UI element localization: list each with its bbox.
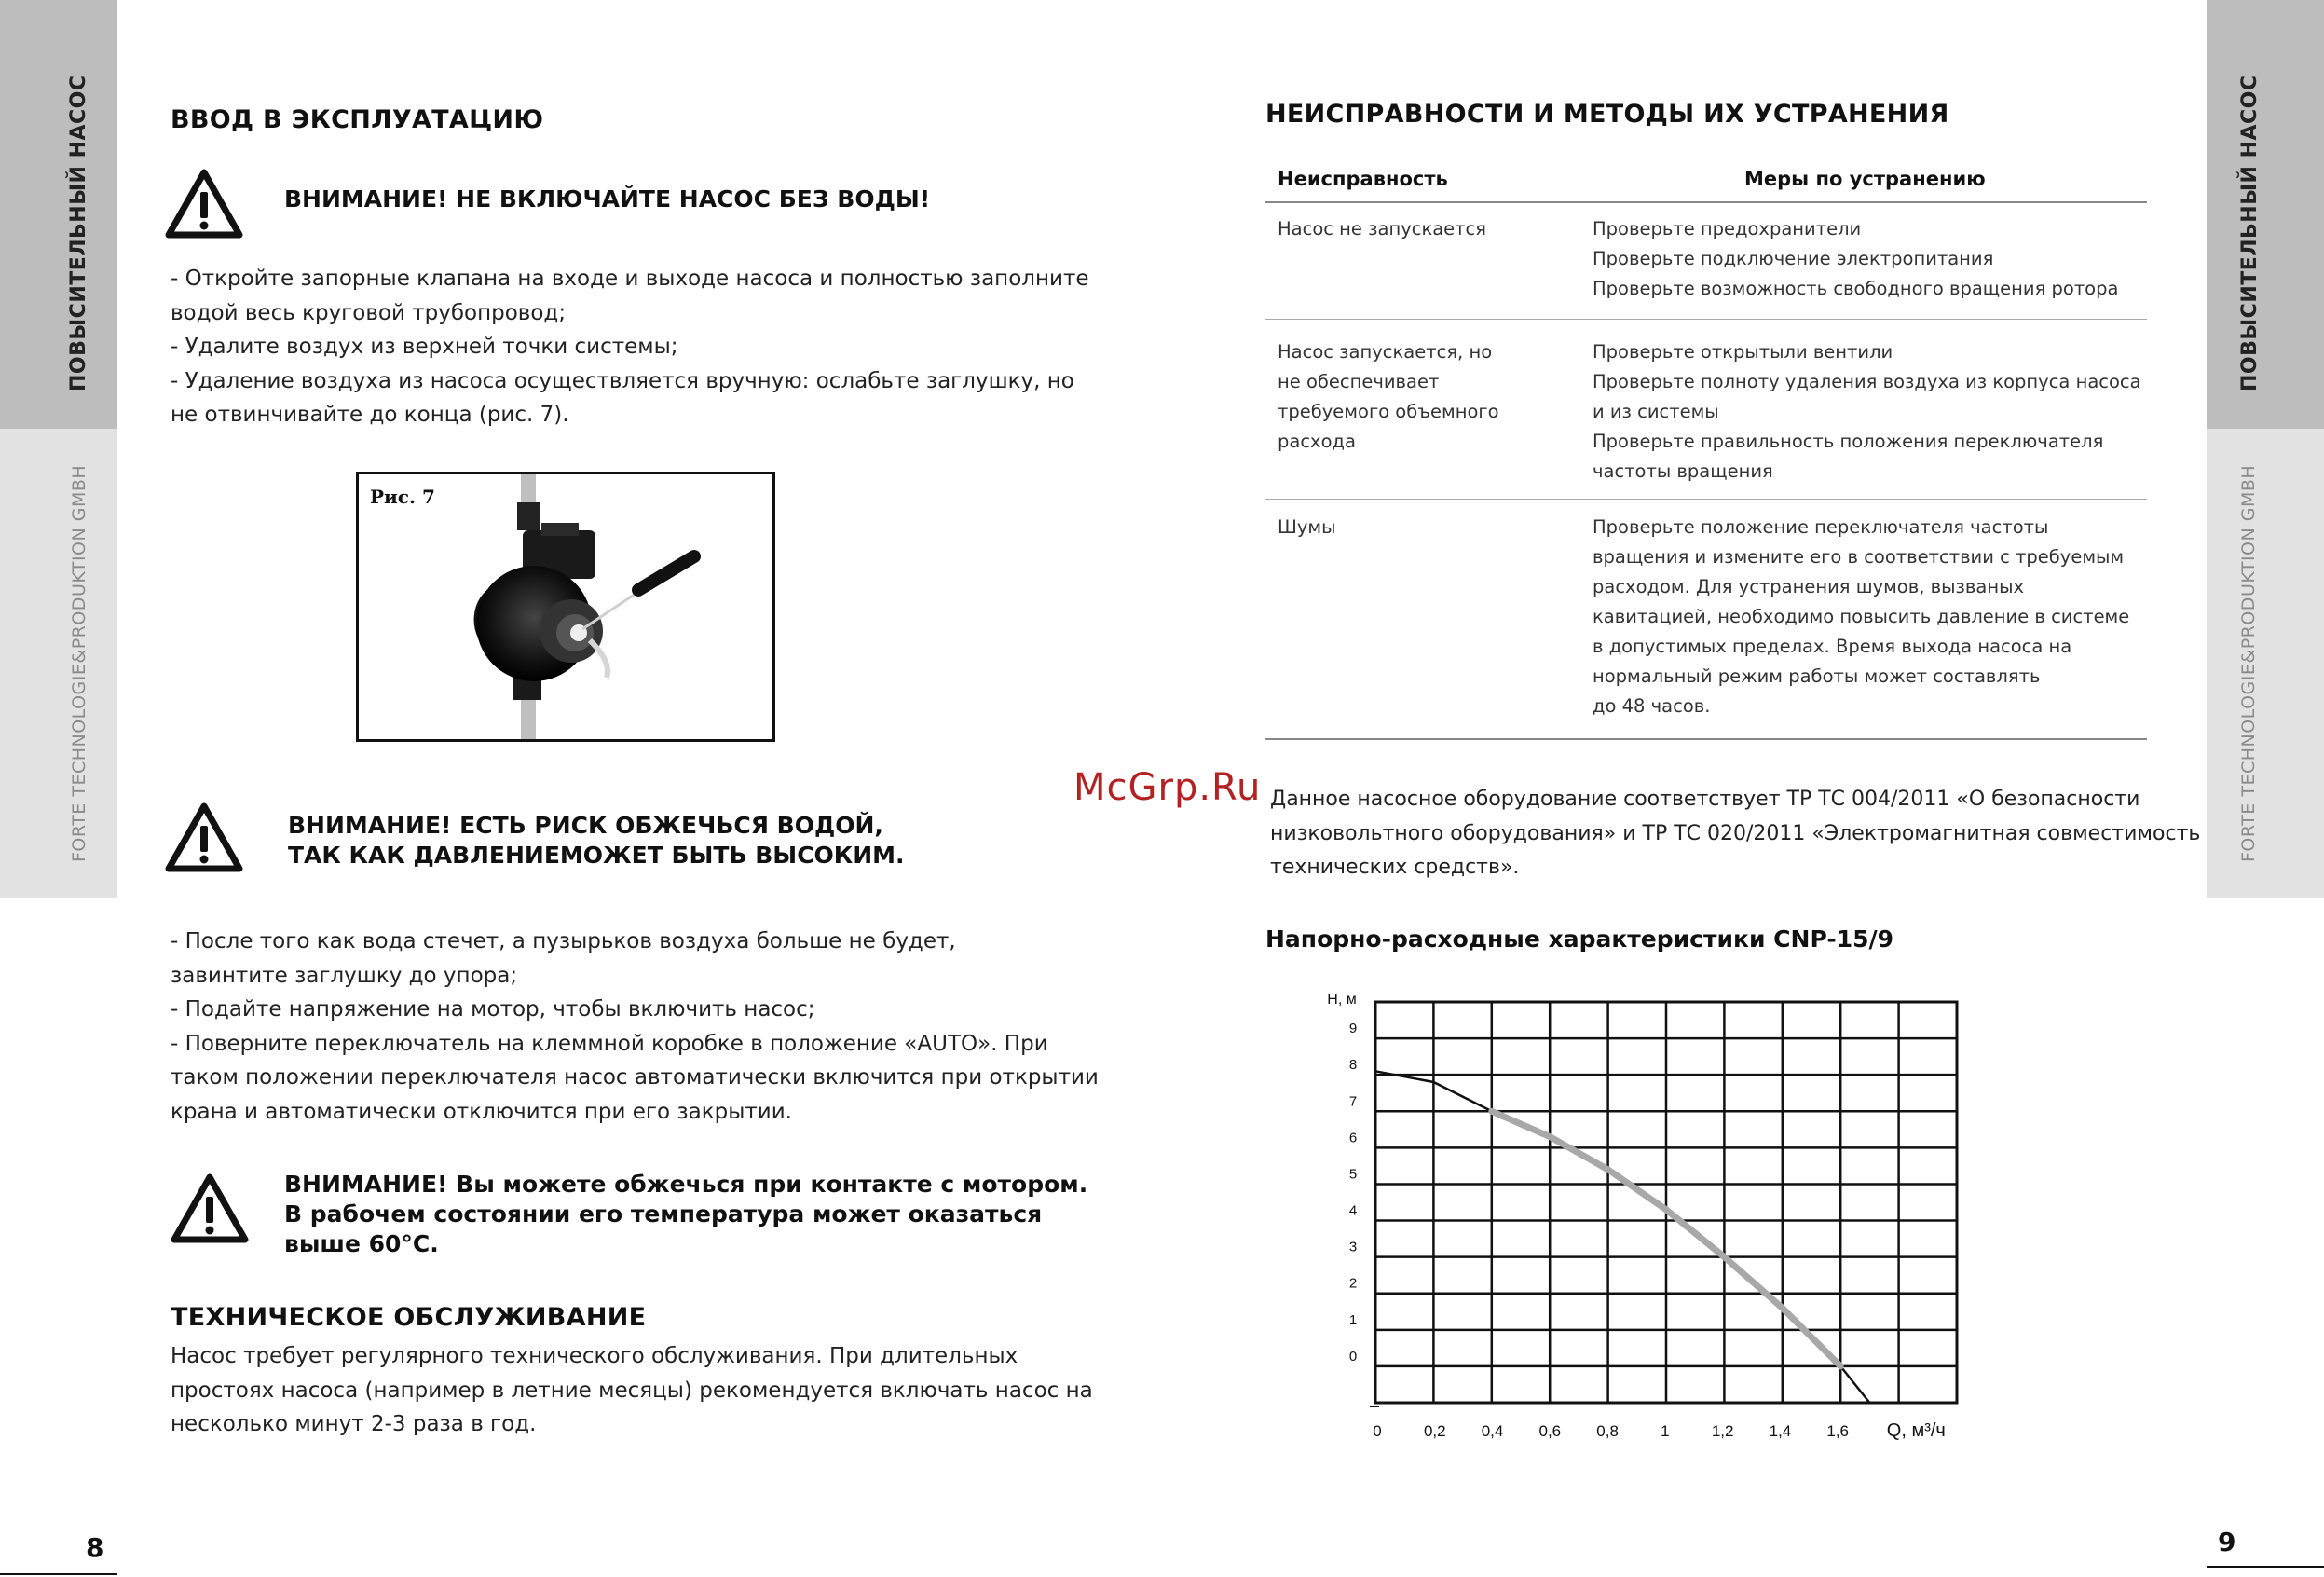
table-divider bbox=[1265, 499, 2147, 500]
maintenance-heading: ТЕХНИЧЕСКОЕ ОБСЛУЖИВАНИЕ bbox=[171, 1303, 647, 1332]
right-side-title: ПОВЫСИТЕЛЬНЫЙ НАСОС bbox=[2238, 75, 2262, 391]
y-tick-label: 6 bbox=[1348, 1130, 1358, 1146]
commissioning-heading: ВВОД В ЭКСПЛУАТАЦИЮ bbox=[171, 105, 544, 134]
warning-triangle-icon bbox=[164, 168, 244, 240]
x-tick-label: 0,8 bbox=[1596, 1422, 1619, 1440]
warning-no-water: ВНИМАНИЕ! НЕ ВКЛЮЧАЙТЕ НАСОС БЕЗ ВОДЫ! bbox=[284, 185, 931, 213]
right-side-subtitle: FORTE TECHNOLOGIE&PRODUKTION GMBH bbox=[2238, 464, 2259, 862]
cell-line: нормальный режим работы может составлять bbox=[1593, 665, 2041, 687]
x-tick-label: 1,2 bbox=[1711, 1422, 1734, 1440]
compliance-text bbox=[1270, 783, 2200, 885]
page-number-left: 8 bbox=[86, 1532, 104, 1563]
table-cell-fault bbox=[1278, 214, 1486, 244]
x-tick-label: 0,6 bbox=[1538, 1422, 1562, 1440]
x-tick-label: 0,2 bbox=[1423, 1422, 1446, 1440]
pump-illustration bbox=[359, 474, 772, 739]
page-number-right: 9 bbox=[2218, 1527, 2236, 1557]
x-axis-label: Q, м³/ч bbox=[1886, 1420, 1946, 1441]
cell-line: частоты вращения bbox=[1593, 460, 1773, 482]
right-side-tab-title-bg bbox=[2207, 0, 2324, 429]
cell-line: в допустимых пределах. Время выхода насоса на bbox=[1593, 636, 2072, 657]
warning-hot-motor bbox=[284, 1170, 1087, 1259]
instruction-line: - Удалите воздух из верхней точки системы; bbox=[171, 335, 678, 359]
performance-chart bbox=[1305, 988, 1975, 1473]
warning-hot-water bbox=[288, 811, 905, 871]
cell-line: кавитацией, необходимо повысить давление в системе bbox=[1593, 606, 2130, 627]
x-tick-label: 1,6 bbox=[1826, 1422, 1850, 1440]
cell-line: и из системы bbox=[1593, 401, 1719, 422]
table-cell-fix bbox=[1593, 337, 2141, 487]
left-side-tab-subtitle-bg bbox=[0, 429, 117, 898]
warning-line: выше 60°C. bbox=[284, 1230, 439, 1257]
troubleshooting-heading: НЕИСПРАВНОСТИ И МЕТОДЫ ИХ УСТРАНЕНИЯ bbox=[1265, 100, 1949, 129]
cell-line: вращения и измените его в соответствии с требуемым bbox=[1593, 546, 2125, 568]
y-tick-label: 9 bbox=[1348, 1021, 1358, 1037]
warning-line: ВНИМАНИЕ! Вы можете обжечься при контакте с мотором. bbox=[284, 1171, 1088, 1198]
maintenance-line: простоях насоса (например в летние месяцы) рекомендуется включать насос на bbox=[171, 1378, 1093, 1403]
instructions-list-1 bbox=[171, 262, 1089, 432]
cell-line: Проверьте полноту удаления воздуха из корпуса насоса bbox=[1593, 371, 2141, 392]
x-tick-label: 1,4 bbox=[1769, 1422, 1792, 1440]
table-header-fix: Меры по устранению bbox=[1744, 168, 1986, 190]
cell-line: не обеспечивает bbox=[1278, 371, 1440, 392]
cell-line: требуемого объемного bbox=[1278, 401, 1499, 422]
x-tick-label: 1 bbox=[1661, 1422, 1670, 1440]
table-cell-fault bbox=[1278, 337, 1499, 457]
y-tick-label: 2 bbox=[1348, 1275, 1358, 1292]
x-tick-label: 0 bbox=[1373, 1422, 1382, 1440]
y-tick-label: 1 bbox=[1348, 1311, 1358, 1328]
y-tick-label: 0 bbox=[1348, 1348, 1358, 1364]
watermark-text: McGrp.Ru bbox=[1073, 766, 1262, 809]
y-tick-label: 5 bbox=[1348, 1166, 1358, 1183]
chart-heading: Напорно-расходные характеристики CNP-15/9 bbox=[1265, 926, 1894, 953]
head-flow-curve bbox=[1375, 1071, 1869, 1403]
instruction-line: - Поверните переключатель на клеммной коробке в положение «AUTO». При bbox=[171, 1031, 1048, 1056]
warning-triangle-icon bbox=[170, 1172, 250, 1245]
y-tick-label: 3 bbox=[1348, 1239, 1358, 1255]
warning-triangle-icon bbox=[164, 802, 244, 874]
left-side-tab-title-bg bbox=[0, 0, 117, 429]
compliance-line: Данное насосное оборудование соответствует ТР ТС 004/2011 «О безопасности bbox=[1270, 788, 2140, 811]
cell-line: Проверьте открытыли вентили bbox=[1593, 341, 1893, 363]
cell-line: расхода bbox=[1278, 431, 1356, 452]
maintenance-text bbox=[171, 1339, 1093, 1442]
x-tick-label: 0,4 bbox=[1481, 1422, 1504, 1440]
warning-line: ВНИМАНИЕ! ЕСТЬ РИСК ОБЖЕЧЬСЯ ВОДОЙ, bbox=[288, 812, 883, 839]
instruction-line: - После того как вода стечет, а пузырьков воздуха больше не будет, bbox=[171, 929, 956, 953]
y-tick-label: 4 bbox=[1348, 1202, 1358, 1219]
cell-line: Проверьте правильность положения переключателя bbox=[1593, 431, 2104, 452]
instruction-line: завинтите заглушку до упора; bbox=[171, 963, 518, 988]
cell-line: Проверьте предохранители bbox=[1593, 218, 1862, 240]
y-tick-label: 8 bbox=[1348, 1057, 1358, 1074]
instructions-list-2 bbox=[171, 925, 1099, 1129]
y-axis-label: H, м bbox=[1327, 992, 1357, 1008]
instruction-line: не отвинчивайте до конца (рис. 7). bbox=[171, 403, 569, 427]
left-side-title: ПОВЫСИТЕЛЬНЫЙ НАСОС bbox=[67, 75, 90, 391]
instruction-line: крана и автоматически отключится при его закрытии. bbox=[171, 1099, 792, 1124]
table-divider bbox=[1265, 319, 2147, 320]
instruction-line: водой весь круговой трубопровод; bbox=[171, 300, 567, 325]
cell-line: Насос запускается, но bbox=[1278, 341, 1493, 363]
cell-line: Проверьте возможность свободного вращения ротора bbox=[1593, 278, 2119, 299]
table-cell-fix bbox=[1593, 214, 2118, 304]
y-tick-label: 7 bbox=[1348, 1093, 1358, 1110]
figure-7 bbox=[356, 472, 775, 742]
instruction-line: - Откройте запорные клапана на входе и выходе насоса и полностью заполните bbox=[171, 267, 1089, 291]
cell-line: до 48 часов. bbox=[1593, 695, 1711, 717]
maintenance-line: несколько минут 2-3 раза в год. bbox=[171, 1412, 537, 1436]
table-header-fault: Неисправность bbox=[1278, 168, 1448, 190]
page-number-underline bbox=[2207, 1566, 2324, 1568]
right-side-tab-subtitle-bg bbox=[2207, 429, 2324, 898]
cell-line: Насос не запускается bbox=[1278, 218, 1486, 240]
left-side-subtitle: FORTE TECHNOLOGIE&PRODUKTION GMBH bbox=[69, 464, 89, 862]
instruction-line: - Удаление воздуха из насоса осуществляется вручную: ослабьте заглушку, но bbox=[171, 368, 1074, 393]
figure-caption: Рис. 7 bbox=[370, 486, 435, 508]
table-cell-fault bbox=[1278, 513, 1336, 542]
cell-line: расходом. Для устранения шумов, вызваных bbox=[1593, 576, 2025, 597]
cell-line: Проверьте подключение электропитания bbox=[1593, 248, 1994, 269]
cell-line: Проверьте положение переключателя частоты bbox=[1593, 516, 2049, 538]
instruction-line: таком положении переключателя насос автоматически включится при открытии bbox=[171, 1065, 1099, 1090]
compliance-line: низковольтного оборудования» и ТР ТС 020/2011 «Электромагнитная совместимость bbox=[1270, 821, 2201, 845]
instruction-line: - Подайте напряжение на мотор, чтобы включить насос; bbox=[171, 997, 815, 1022]
cell-line: Шумы bbox=[1278, 516, 1336, 538]
page-number-underline bbox=[0, 1573, 117, 1575]
table-bottom-rule bbox=[1265, 738, 2147, 740]
table-divider bbox=[1265, 201, 2147, 203]
maintenance-line: Насос требует регулярного технического обслуживания. При длительных bbox=[171, 1344, 1018, 1368]
warning-line: В рабочем состоянии его температура может оказаться bbox=[284, 1200, 1043, 1227]
table-cell-fix bbox=[1593, 513, 2129, 721]
warning-line: ТАК КАК ДАВЛЕНИЕМОЖЕТ БЫТЬ ВЫСОКИМ. bbox=[288, 842, 905, 869]
compliance-line: технических средств». bbox=[1270, 856, 1520, 879]
